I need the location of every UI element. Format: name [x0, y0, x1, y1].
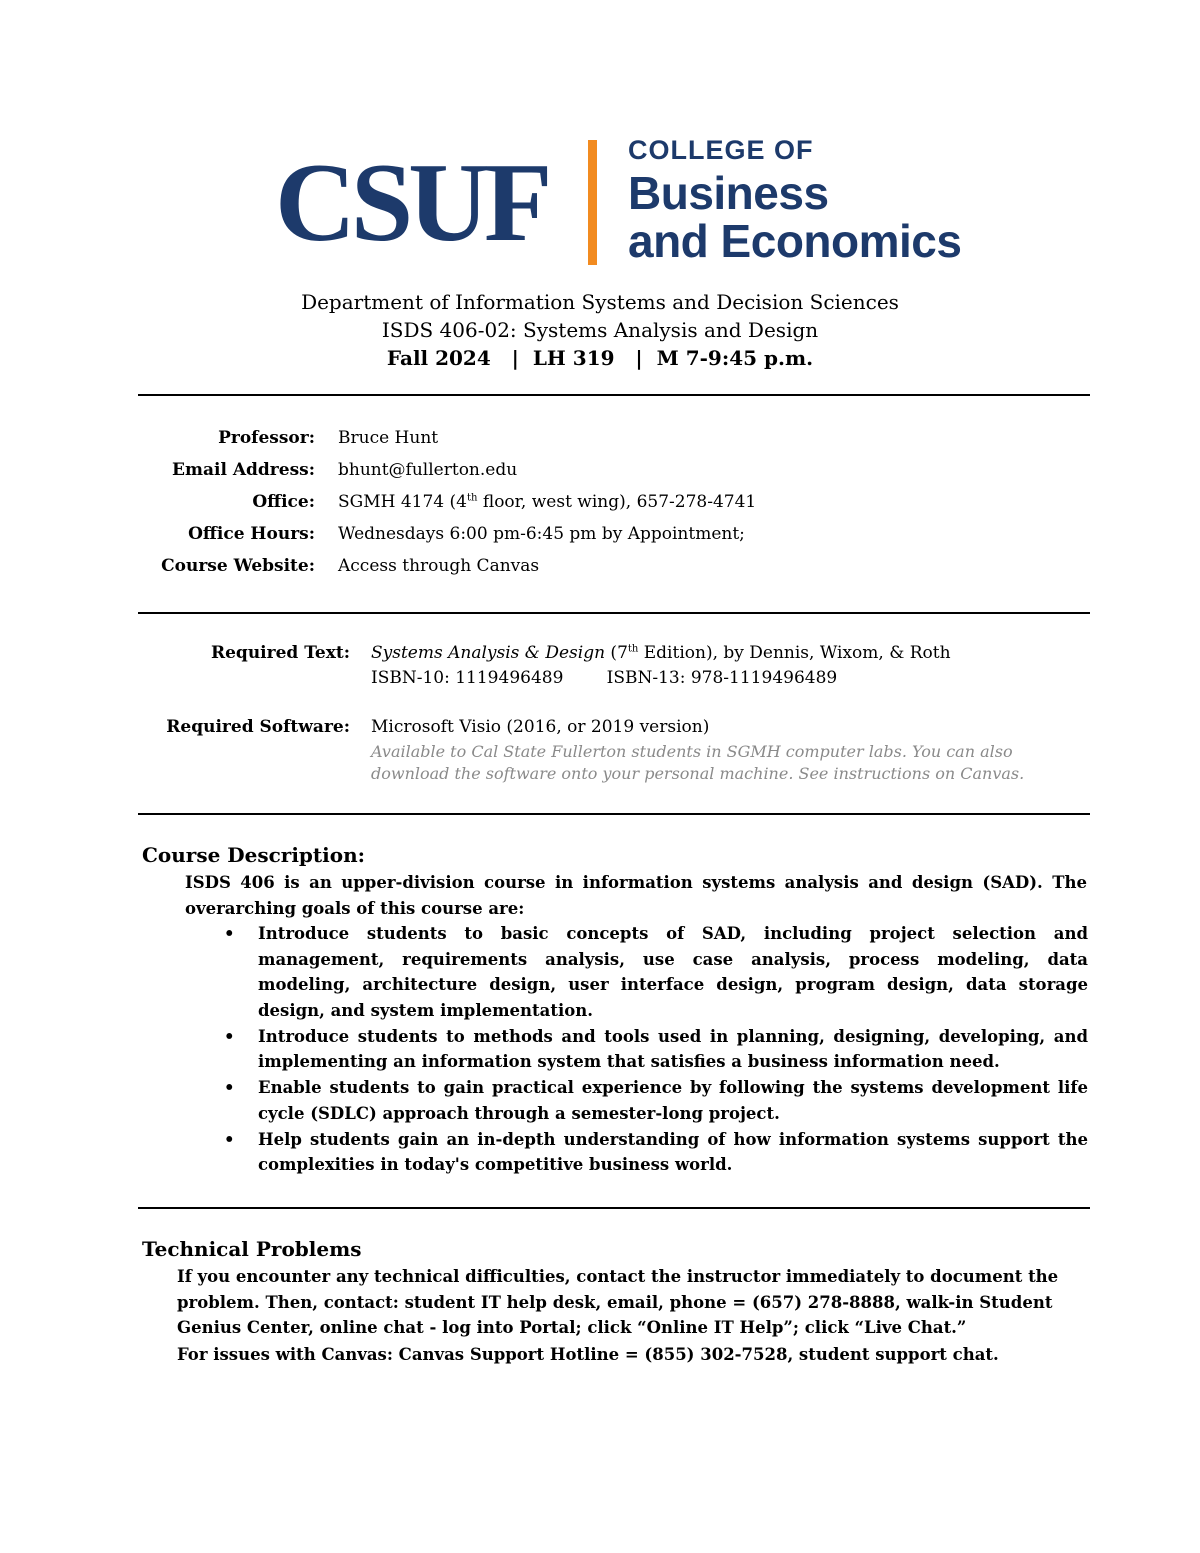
goal-text: Introduce students to basic concepts of SAD, including project selection and management, requirements analysis, use case analysis, process modeling, data modeling, architecture design, user interface design, program design, data storage design, and system implementation.: [258, 924, 1088, 1020]
info-row-email: [0, 460, 1200, 484]
office-value-details: floor, west wing), 657-278-4741: [477, 492, 757, 512]
list-item: [222, 1075, 1088, 1126]
divider: [138, 813, 1090, 815]
course-description-heading: Course Description:: [142, 843, 366, 867]
textbook-title: Systems Analysis & Design: [371, 643, 606, 663]
info-row-professor: [0, 428, 1200, 452]
logo-divider-bar: [588, 140, 597, 265]
logo-csuf-mark: CSUF: [275, 141, 548, 265]
technical-problems-line-1: If you encounter any technical difficulties, contact the instructor immediately to document the: [177, 1267, 1059, 1286]
technical-problems-line-2: problem. Then, contact: student IT help desk, email, phone = (657) 278-8888, walk-in Student: [177, 1292, 1053, 1312]
technical-problems-heading: Technical Problems: [142, 1237, 362, 1261]
bullet-glyph: •: [224, 1026, 235, 1046]
course-schedule: Fall 2024 | LH 319 | M 7-9:45 p.m.: [386, 346, 814, 370]
professor-value: Bruce Hunt: [338, 428, 439, 448]
list-item: [222, 921, 1088, 1023]
software-note-line-1: Available to Cal State Fullerton students in SGMH computer labs. You can also: [371, 742, 1013, 761]
required-software-label: Required Software:: [166, 717, 350, 737]
divider: [138, 612, 1090, 614]
bullet-glyph: •: [224, 924, 235, 943]
office-value-room: SGMH 4174 (4: [338, 492, 467, 512]
technical-problems-line-3: Genius Center, online chat - log into Portal; click “Online IT Help”; click “Live Chat.”: [177, 1318, 967, 1337]
technical-problems-body: [177, 1264, 1058, 1367]
website-value: Access through Canvas: [338, 556, 540, 576]
required-text-label: Required Text:: [210, 643, 350, 663]
email-label: Email Address:: [172, 460, 315, 480]
textbook-authors: Edition), by Dennis, Wixom, & Roth: [638, 643, 951, 663]
office-hours-value: Wednesdays 6:00 pm-6:45 pm by Appointment;: [338, 524, 745, 544]
required-text-value: [371, 643, 951, 663]
bullet-glyph: •: [224, 1129, 235, 1149]
office-value: [338, 492, 756, 512]
bullet-glyph: •: [224, 1078, 235, 1097]
technical-problems-line-4: For issues with Canvas: Canvas Support Hotline = (855) 302-7528, student support chat.: [177, 1344, 999, 1364]
office-hours-label: Office Hours:: [188, 524, 315, 544]
edition-superscript: th: [627, 643, 639, 655]
department-name: Department of Information Systems and Decision Sciences: [301, 290, 899, 314]
info-row-hours: [0, 524, 1200, 548]
logo-line-economics: and Economics: [628, 215, 962, 267]
course-header: [0, 288, 1200, 372]
goal-text: Help students gain an in-depth understanding of how information systems support the complexities in today's competitive business world.: [258, 1129, 1088, 1174]
goal-text: Introduce students to methods and tools used in planning, designing, developing, and implementing an information system that satisfies a business information need.: [258, 1026, 1088, 1071]
textbook-isbn: ISBN-10: 1119496489 ISBN-13: 978-1119496489: [371, 668, 838, 688]
professor-label: Professor:: [218, 428, 315, 448]
goal-text: Enable students to gain practical experience by following the systems development life cycle (SDLC) approach through a semester-long project.: [258, 1078, 1088, 1123]
logo-college-name: [628, 135, 961, 265]
divider: [138, 394, 1090, 396]
logo-line-college-of: COLLEGE OF: [628, 135, 814, 165]
info-row-office: [0, 492, 1200, 516]
required-software-value: Microsoft Visio (2016, or 2019 version): [371, 717, 710, 737]
course-description-intro: ISDS 406 is an upper-division course in information systems analysis and design (SAD). The overarching goals of this course are:: [185, 873, 1087, 918]
software-note-line-2: download the software onto your personal machine. See instructions on Canvas.: [371, 764, 1025, 783]
logo-line-business: Business: [628, 167, 829, 219]
course-title: ISDS 406-02: Systems Analysis and Design: [381, 318, 819, 342]
list-item: [222, 1127, 1088, 1178]
list-item: [222, 1024, 1088, 1075]
divider: [138, 1207, 1090, 1209]
textbook-edition: (7: [605, 643, 628, 663]
office-label: Office:: [252, 492, 315, 512]
info-row-website: [0, 556, 1200, 580]
email-link[interactable]: bhunt@fullerton.edu: [338, 460, 518, 480]
office-floor-superscript: th: [466, 492, 478, 504]
college-logo: [275, 135, 965, 270]
website-label: Course Website:: [161, 556, 315, 576]
course-goals-list: [222, 921, 1088, 1178]
